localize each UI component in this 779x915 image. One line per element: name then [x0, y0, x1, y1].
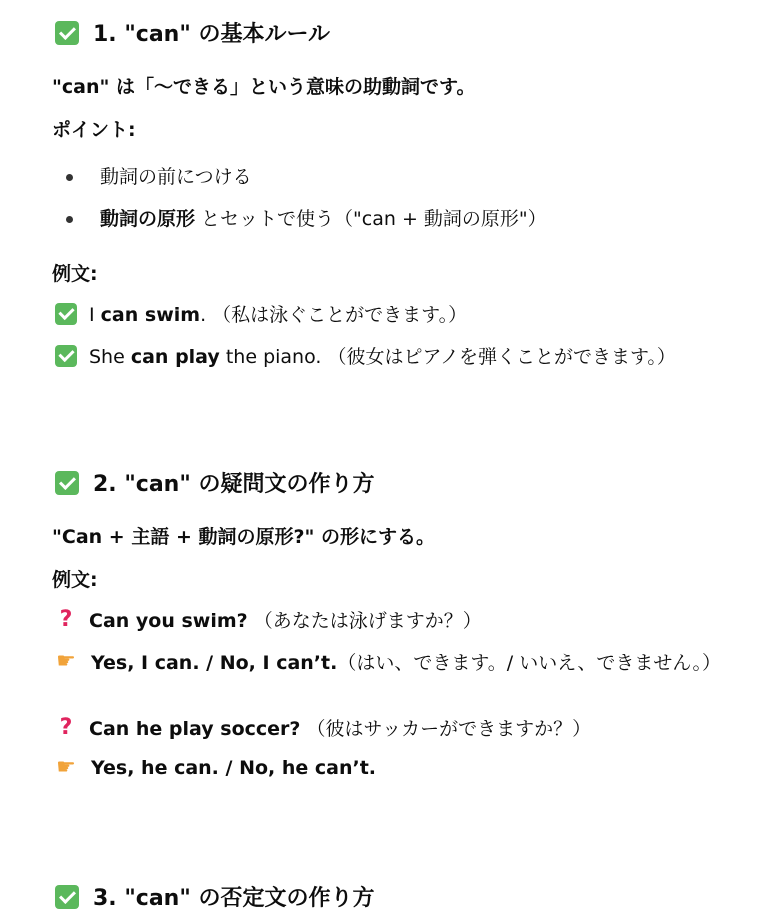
red-question-icon: ?: [59, 714, 73, 740]
bullet-item-1: [66, 162, 252, 189]
q2-rest: （彼はサッカーができますか？）: [300, 718, 592, 740]
ex1-rest: . （私は泳ぐことができます。）: [200, 304, 468, 326]
question-2: [55, 714, 591, 741]
check-mark-icon: [55, 471, 79, 495]
ex1-prefix: I: [89, 304, 101, 326]
question-1: [55, 606, 482, 633]
a1-rest: （はい、できます。/ いいえ、できません。）: [337, 652, 722, 674]
points-label: ポイント:: [52, 119, 136, 141]
section2-heading-text: 2. "can" の疑問文の作り方: [93, 472, 375, 497]
bullet-2-bold: 動詞の原形: [100, 208, 196, 230]
bullet-dot: [66, 174, 73, 181]
check-mark-icon: [55, 885, 79, 909]
bullet-1-text: 動詞の前につける: [100, 166, 252, 188]
bullet-item-2: [66, 204, 547, 231]
a1-bold: Yes, I can. / No, I can’t.: [91, 652, 338, 674]
pointing-hand-icon: ☛: [56, 648, 76, 674]
ex2-bold: can play: [130, 346, 220, 368]
example-1: [55, 300, 467, 327]
bullet-2-rest: とセットで使う（"can + 動詞の原形"）: [195, 208, 547, 230]
section3-heading: [55, 881, 374, 912]
q1-rest: （あなたは泳げますか？）: [247, 610, 482, 632]
ex2-rest: the piano. （彼女はピアノを弾くことができます。）: [219, 346, 676, 368]
ex2-prefix: She: [89, 346, 131, 368]
answer-2: [53, 756, 376, 779]
q1-bold: Can you swim?: [89, 610, 248, 632]
red-question-icon: ?: [59, 606, 73, 632]
section1-heading: [55, 17, 330, 48]
pointing-hand-icon: ☛: [56, 754, 76, 780]
ex1-bold: can swim: [100, 304, 201, 326]
check-mark-icon: [55, 21, 79, 45]
section1-heading-text: 1. "can" の基本ルール: [93, 22, 331, 47]
answer-1: [53, 648, 721, 675]
check-mark-icon: [55, 345, 77, 367]
a2-bold: Yes, he can. / No, he can’t.: [91, 756, 377, 779]
q2-bold: Can he play soccer?: [89, 718, 301, 740]
section3-heading-text: 3. "can" の否定文の作り方: [93, 886, 375, 911]
bullet-dot: [66, 216, 73, 223]
section2-intro: "Can + 主語 + 動詞の原形?" の形にする。: [52, 526, 436, 548]
section1-examples-label: 例文:: [52, 263, 98, 285]
section2-examples-label: 例文:: [52, 569, 98, 591]
check-mark-icon: [55, 303, 77, 325]
section2-heading: [55, 467, 374, 498]
section1-intro: "can" は「～できる」という意味の助動詞です。: [52, 76, 476, 98]
example-2: [55, 342, 676, 369]
